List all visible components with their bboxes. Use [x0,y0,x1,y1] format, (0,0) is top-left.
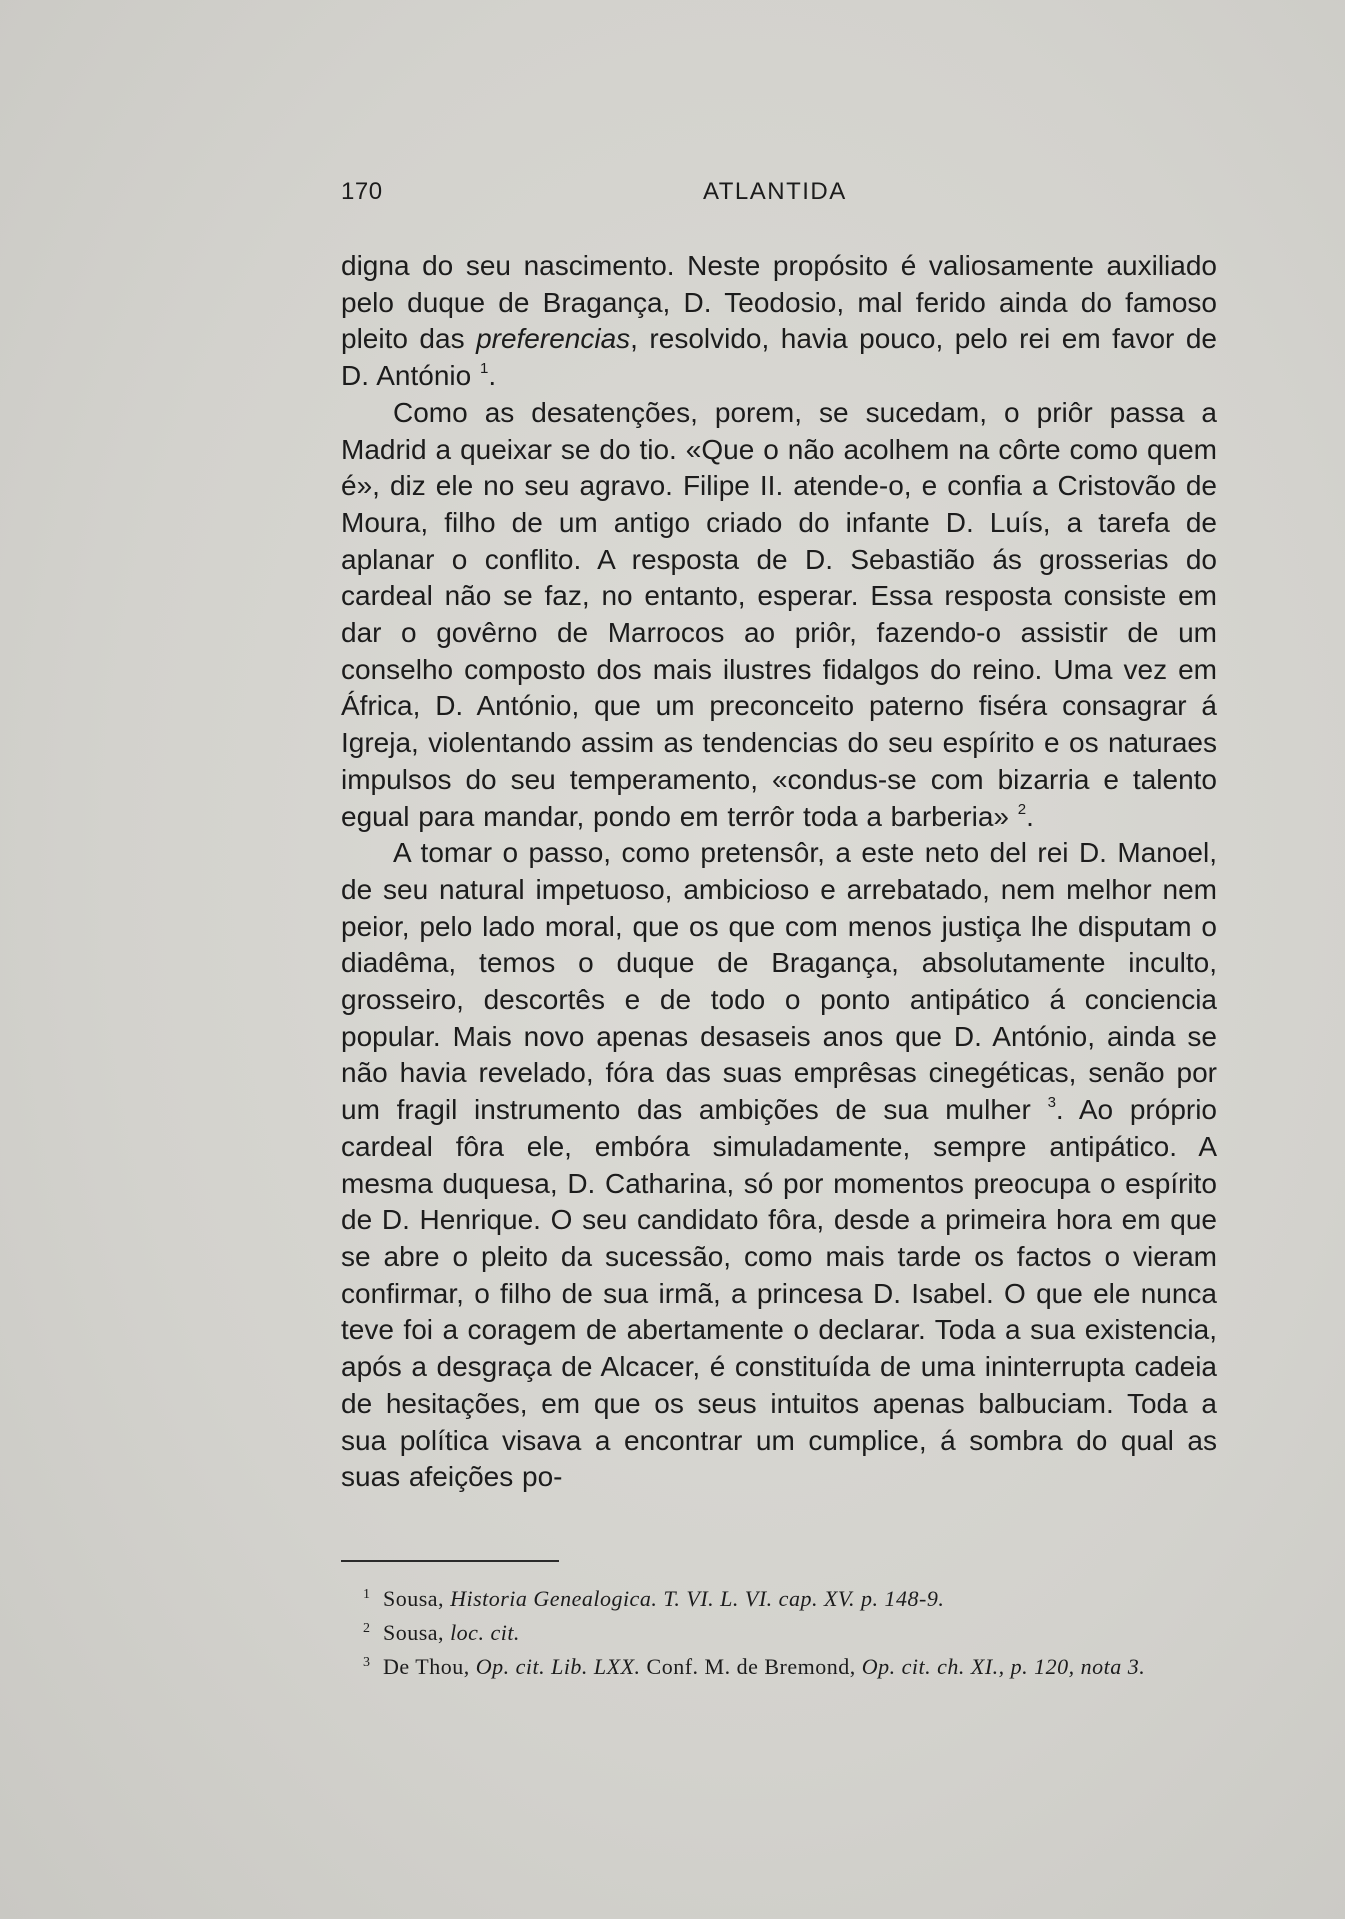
paragraph-2 [341,395,1217,835]
text-segment: . [1026,800,1034,832]
footnotes [341,1580,1221,1682]
text-segment: . [488,360,497,392]
footnote-author: Sousa, [383,1586,451,1611]
footnote-author: Sousa, [383,1620,451,1645]
footnote-citation: loc. cit. [450,1620,520,1645]
page-header [341,178,1009,214]
body-text [341,248,1217,1496]
footnote-reference[interactable]: 3 [1047,1094,1056,1112]
italic-term: preferencias [476,323,631,355]
text-segment: . Ao próprio cardeal fôra ele, embóra simuladamente, sempre antipático. A mesma duquesa, D. Catharina, só por momentos preocupa o espírito de D. Henrique. O seu candidato fôra, desde a primeira hora em que se abre o pleito da sucessão, como mais tarde os factos o vieram confirmar, o filho de sua irmã, a princesa D. Isabel. O que ele nunca teve foi a coragem de abertamente o declarar. Toda a sua existencia, após a desgraça de Alcacer, é constituída de uma ininterrupta cadeia de hesitações, em que os seus intuitos apenas balbuciam. Toda a sua política visava a encontrar um cumplice, á sombra do qual as suas afeições po- [341,1094,1218,1493]
footnote-citation: Historia Genealogica. T. VI. L. VI. cap. XV. p. 148-9. [450,1586,945,1611]
footnote-2 [341,1614,1221,1648]
paragraph-3 [341,835,1217,1496]
page-number: 170 [341,178,383,205]
footnote-author: De Thou, [383,1654,476,1679]
running-title: ATLANTIDA [703,178,847,205]
footnote-mark: 2 [363,1621,371,1636]
footnote-3 [341,1648,1221,1682]
footnote-reference[interactable]: 1 [479,360,489,378]
footnote-reference[interactable]: 2 [1017,800,1027,818]
paragraph-1 [341,248,1217,395]
footnote-divider [341,1560,559,1562]
footnote-citation: Op. cit. Lib. LXX. [475,1654,641,1679]
footnote-citation-2: Op. cit. ch. XI., p. 120, nota 3. [861,1654,1146,1679]
footnote-tail: Conf. M. de Bremond, [640,1654,862,1679]
text-segment: , resolvido, havia pouco, pelo rei em favor de D. António [341,323,1218,392]
footnote-1 [341,1580,1221,1614]
text-segment: Como as desatenções, porem, se sucedam, o priôr passa a Madrid a queixar se do tio. «Que o não acolhem na côrte como quem é», diz ele no seu agravo. Filipe II. atende-o, e confia a Cristovão de Moura, filho de um antigo criado do infante D. Luís, a tarefa de aplanar o conflito. A resposta de D. Sebastião ás grosserias do cardeal não se faz, no entanto, esperar. Essa resposta consiste em dar o govêrno de Marrocos ao priôr, fazendo-o assistir de um conselho composto dos mais ilustres fidalgos do reino. Uma vez em África, D. António, que um preconceito paterno fiséra consagrar á Igreja, violentando assim as tendencias do seu espírito e os naturaes impulsos do seu temperamento, «condus-se com bizarria e talento egual para mandar, pondo em terrôr toda a barberia» [341,396,1217,832]
footnote-mark: 3 [363,1655,371,1670]
text-segment: A tomar o passo, como pretensôr, a este neto del rei D. Manoel, de seu natural impetuoso, ambicioso e arrebatado, nem melhor nem peior, pelo lado moral, que os que com menos justiça lhe disputam o diadêma, temos o duque de Bragança, absolutamente inculto, grosseiro, descortês e de todo o ponto antipático á conciencia popular. Mais novo apenas desaseis anos que D. António, ainda se não havia revelado, fóra das suas emprêsas cinegéticas, senão por um fragil instrumento das ambições de sua mulher [341,837,1217,1126]
footnote-mark: 1 [363,1587,371,1602]
text-segment: digna do seu nascimento. Neste propósito é valiosamente auxiliado pelo duque de Bragança, D. Teodosio, mal ferido ainda do famoso pleito das [341,250,1217,355]
